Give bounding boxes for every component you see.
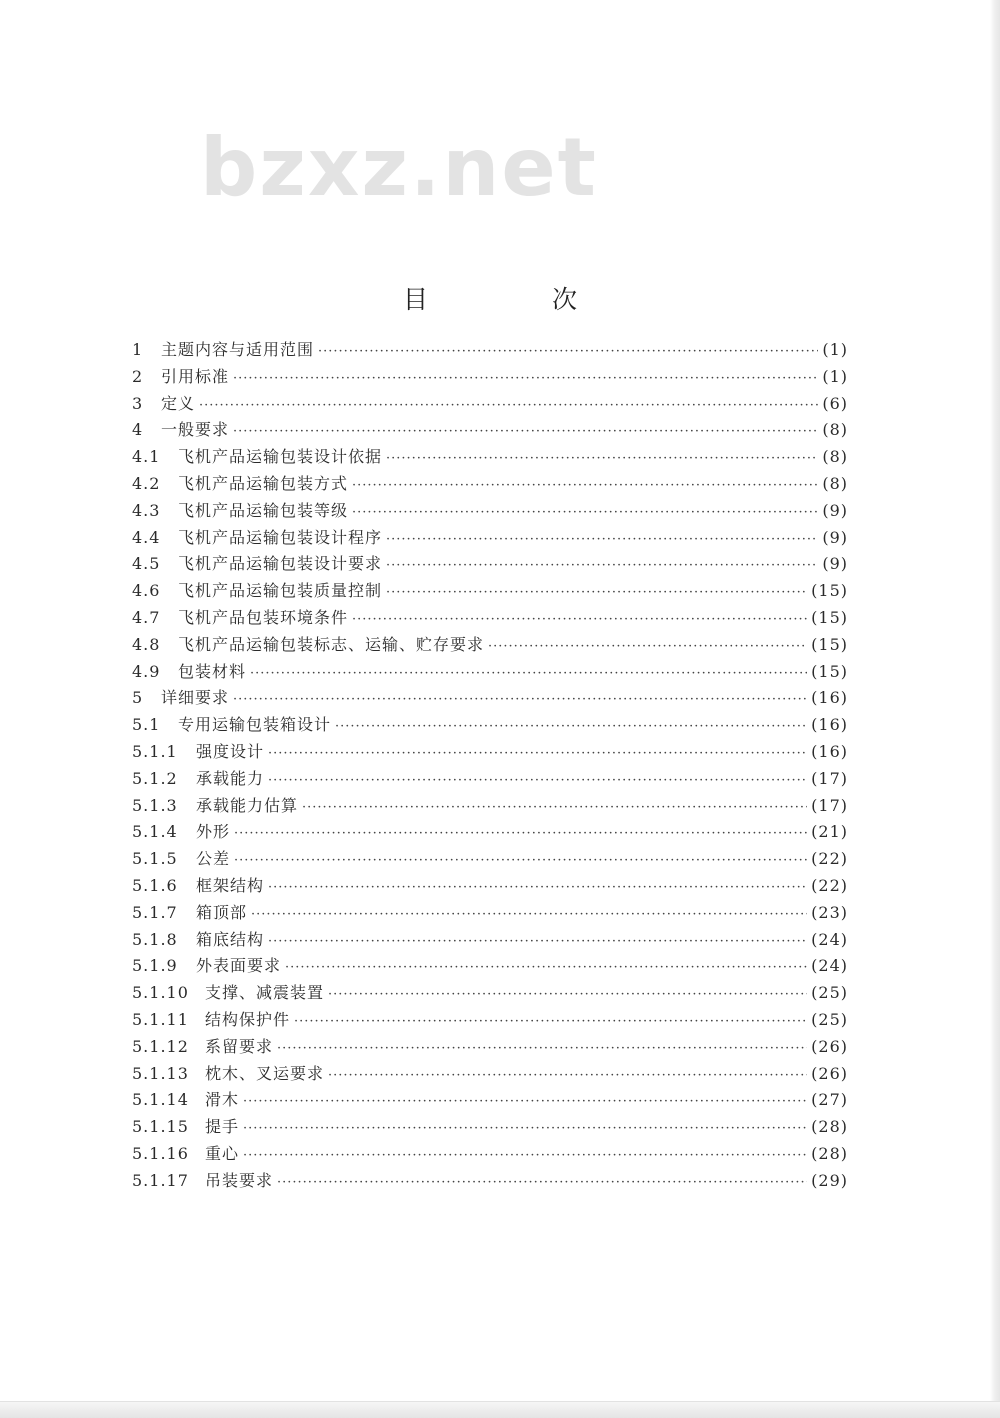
toc-entry-title: 枕木、叉运要求 xyxy=(205,1063,325,1083)
toc-entry-title: 支撑、减震装置 xyxy=(205,983,325,1003)
toc-dot-leader xyxy=(386,580,807,607)
toc-entry-page: (16) xyxy=(811,741,848,761)
toc-entry xyxy=(132,578,848,605)
toc-entry-number: 5.1.14 xyxy=(132,1090,189,1110)
toc-entry-page: (22) xyxy=(811,875,848,895)
toc-entry-title: 一般要求 xyxy=(161,420,230,440)
toc-entry-title: 箱底结构 xyxy=(196,929,265,949)
toc-entry-number: 5.1.1 xyxy=(132,741,178,761)
toc-entry-title: 滑木 xyxy=(205,1090,240,1110)
toc-entry-page: (17) xyxy=(811,795,848,815)
toc-entry-page: (15) xyxy=(811,581,848,601)
toc-entry-page: (9) xyxy=(822,554,848,574)
toc-entry-page: (25) xyxy=(811,1009,848,1029)
toc-entry-title: 重心 xyxy=(205,1143,240,1163)
toc-dot-leader xyxy=(386,446,818,473)
toc-entry-number: 5.1.11 xyxy=(132,1009,189,1029)
toc-entry xyxy=(132,1007,848,1034)
toc-entry-page: (9) xyxy=(822,500,848,520)
toc-dot-leader xyxy=(285,955,807,982)
toc-dot-leader xyxy=(233,687,807,714)
toc-entry-page: (22) xyxy=(811,849,848,869)
toc-entry-title: 飞机产品运输包装设计程序 xyxy=(178,527,383,547)
toc-dot-leader xyxy=(199,393,818,420)
toc-entry xyxy=(132,1141,848,1168)
toc-entry xyxy=(132,1114,848,1141)
toc-entry-page: (26) xyxy=(811,1036,848,1056)
toc-entry-number: 4.7 xyxy=(132,607,161,627)
table-of-contents xyxy=(132,337,848,1195)
toc-entry-number: 5.1.15 xyxy=(132,1117,189,1137)
toc-dot-leader xyxy=(294,1009,807,1036)
toc-entry-title: 外表面要求 xyxy=(196,956,282,976)
toc-entry-page: (27) xyxy=(811,1090,848,1110)
toc-entry xyxy=(132,873,848,900)
toc-entry xyxy=(132,605,848,632)
toc-entry xyxy=(132,525,848,552)
toc-dot-leader xyxy=(268,929,807,956)
toc-entry-title: 引用标准 xyxy=(161,366,230,386)
toc-entry xyxy=(132,364,848,391)
toc-dot-leader xyxy=(318,339,818,366)
toc-entry-title: 主题内容与适用范围 xyxy=(161,340,315,359)
toc-entry xyxy=(132,819,848,846)
watermark: bzxz.net xyxy=(200,121,598,214)
toc-entry xyxy=(132,846,848,873)
toc-entry-page: (8) xyxy=(822,473,848,493)
toc-entry-title: 专用运输包装箱设计 xyxy=(178,715,332,735)
toc-dot-leader xyxy=(268,875,807,902)
toc-entry-title: 定义 xyxy=(161,393,196,413)
toc-dot-leader xyxy=(243,1116,807,1143)
toc-entry-title: 提手 xyxy=(205,1117,240,1137)
toc-entry-title: 外形 xyxy=(196,822,231,842)
toc-dot-leader xyxy=(328,982,807,1009)
toc-entry-title: 飞机产品运输包装设计要求 xyxy=(178,554,383,574)
toc-entry-title: 飞机产品运输包装等级 xyxy=(178,500,349,520)
toc-entry xyxy=(132,391,848,418)
toc-dot-leader xyxy=(352,607,807,634)
toc-entry-page: (17) xyxy=(811,768,848,788)
toc-entry xyxy=(132,793,848,820)
toc-entry-title: 承载能力 xyxy=(196,768,265,788)
toc-entry-page: (24) xyxy=(811,956,848,976)
toc-entry-page: (1) xyxy=(822,340,848,359)
toc-entry-title: 系留要求 xyxy=(205,1036,274,1056)
toc-entry-page: (24) xyxy=(811,929,848,949)
toc-entry-number: 5.1.7 xyxy=(132,902,178,922)
toc-entry xyxy=(132,471,848,498)
toc-entry-page: (15) xyxy=(811,661,848,681)
toc-dot-leader xyxy=(277,1036,807,1063)
toc-entry-number: 5.1.9 xyxy=(132,956,178,976)
toc-entry-title: 箱顶部 xyxy=(196,902,248,922)
toc-entry-page: (21) xyxy=(811,822,848,842)
toc-entry-number: 3 xyxy=(132,393,144,413)
toc-dot-leader xyxy=(352,500,818,527)
toc-title: 目 次 xyxy=(403,285,635,314)
toc-entry-page: (15) xyxy=(811,634,848,654)
toc-entry-number: 5.1.5 xyxy=(132,849,178,869)
toc-entry-page: (1) xyxy=(822,366,848,386)
toc-entry-number: 5.1.8 xyxy=(132,929,178,949)
toc-entry-title: 包装材料 xyxy=(178,661,247,681)
toc-dot-leader xyxy=(386,527,818,554)
toc-entry xyxy=(132,953,848,980)
toc-entry-page: (26) xyxy=(811,1063,848,1083)
toc-entry-number: 5.1.3 xyxy=(132,795,178,815)
toc-entry-title: 公差 xyxy=(196,849,231,869)
toc-entry xyxy=(132,766,848,793)
toc-entry-number: 4 xyxy=(132,420,144,440)
toc-entry-title: 飞机产品运输包装设计依据 xyxy=(178,447,383,467)
toc-entry-page: (16) xyxy=(811,715,848,735)
toc-entry-title: 结构保护件 xyxy=(205,1009,291,1029)
page-bottom-edge xyxy=(0,1401,1000,1418)
toc-dot-leader xyxy=(251,902,807,929)
toc-entry-title: 飞机产品运输包装方式 xyxy=(178,473,349,493)
toc-dot-leader xyxy=(250,661,807,688)
page-edge-shadow xyxy=(990,0,1000,1418)
toc-entry xyxy=(132,1061,848,1088)
toc-entry xyxy=(132,927,848,954)
toc-entry-page: (8) xyxy=(822,447,848,467)
toc-entry-title: 飞机产品包装环境条件 xyxy=(178,607,349,627)
toc-entry xyxy=(132,659,848,686)
toc-entry xyxy=(132,1168,848,1195)
toc-entry xyxy=(132,337,848,364)
toc-entry-number: 5 xyxy=(132,688,144,708)
toc-entry xyxy=(132,685,848,712)
toc-entry-number: 4.6 xyxy=(132,581,161,601)
toc-entry-number: 5.1.4 xyxy=(132,822,178,842)
toc-entry-title: 承载能力估算 xyxy=(196,795,299,815)
toc-entry-number: 5.1.16 xyxy=(132,1143,189,1163)
toc-dot-leader xyxy=(268,768,807,795)
toc-dot-leader xyxy=(234,848,807,875)
toc-entry-number: 2 xyxy=(132,366,144,386)
toc-dot-leader xyxy=(233,366,818,393)
toc-entry-page: (23) xyxy=(811,902,848,922)
toc-dot-leader xyxy=(328,1063,807,1090)
toc-entry xyxy=(132,632,848,659)
toc-entry xyxy=(132,444,848,471)
toc-entry-number: 5.1.17 xyxy=(132,1170,189,1190)
toc-entry xyxy=(132,551,848,578)
toc-entry-number: 4.2 xyxy=(132,473,161,493)
toc-entry-number: 4.9 xyxy=(132,661,161,681)
toc-entry-page: (29) xyxy=(811,1170,848,1190)
toc-entry-number: 5.1.13 xyxy=(132,1063,189,1083)
toc-entry-page: (6) xyxy=(822,393,848,413)
toc-entry-title: 飞机产品运输包装质量控制 xyxy=(178,581,383,601)
toc-entry-page: (28) xyxy=(811,1143,848,1163)
toc-entry-page: (8) xyxy=(822,420,848,440)
toc-entry-page: (25) xyxy=(811,983,848,1003)
toc-dot-leader xyxy=(335,714,807,741)
toc-dot-leader xyxy=(268,741,807,768)
toc-entry-title: 框架结构 xyxy=(196,875,265,895)
toc-entry-number: 4.4 xyxy=(132,527,161,547)
toc-dot-leader xyxy=(243,1089,807,1116)
toc-dot-leader xyxy=(352,473,818,500)
toc-dot-leader xyxy=(233,419,818,446)
toc-entry-page: (9) xyxy=(822,527,848,547)
toc-entry xyxy=(132,1034,848,1061)
toc-dot-leader xyxy=(488,634,807,661)
toc-entry-number: 5.1 xyxy=(132,715,161,735)
toc-entry xyxy=(132,498,848,525)
toc-dot-leader xyxy=(243,1143,807,1170)
toc-entry-number: 5.1.10 xyxy=(132,983,189,1003)
toc-entry-number: 5.1.6 xyxy=(132,875,178,895)
toc-entry-page: (16) xyxy=(811,688,848,708)
toc-dot-leader xyxy=(234,821,807,848)
toc-dot-leader xyxy=(386,553,818,580)
toc-entry-number: 4.8 xyxy=(132,634,161,654)
toc-entry xyxy=(132,417,848,444)
toc-entry-number: 1 xyxy=(132,340,144,359)
toc-entry-title: 吊装要求 xyxy=(205,1170,274,1190)
toc-entry-title: 飞机产品运输包装标志、运输、贮存要求 xyxy=(178,634,485,654)
toc-entry-title: 详细要求 xyxy=(161,688,230,708)
toc-dot-leader xyxy=(277,1170,807,1197)
toc-entry xyxy=(132,1087,848,1114)
toc-entry-page: (15) xyxy=(811,607,848,627)
toc-entry xyxy=(132,900,848,927)
toc-entry xyxy=(132,712,848,739)
toc-entry xyxy=(132,739,848,766)
toc-entry-number: 4.5 xyxy=(132,554,161,574)
toc-entry-number: 5.1.12 xyxy=(132,1036,189,1056)
toc-entry-number: 4.3 xyxy=(132,500,161,520)
toc-entry xyxy=(132,980,848,1007)
toc-entry-page: (28) xyxy=(811,1117,848,1137)
toc-dot-leader xyxy=(302,795,807,822)
toc-entry-number: 4.1 xyxy=(132,447,161,467)
toc-entry-number: 5.1.2 xyxy=(132,768,178,788)
toc-entry-title: 强度设计 xyxy=(196,741,265,761)
